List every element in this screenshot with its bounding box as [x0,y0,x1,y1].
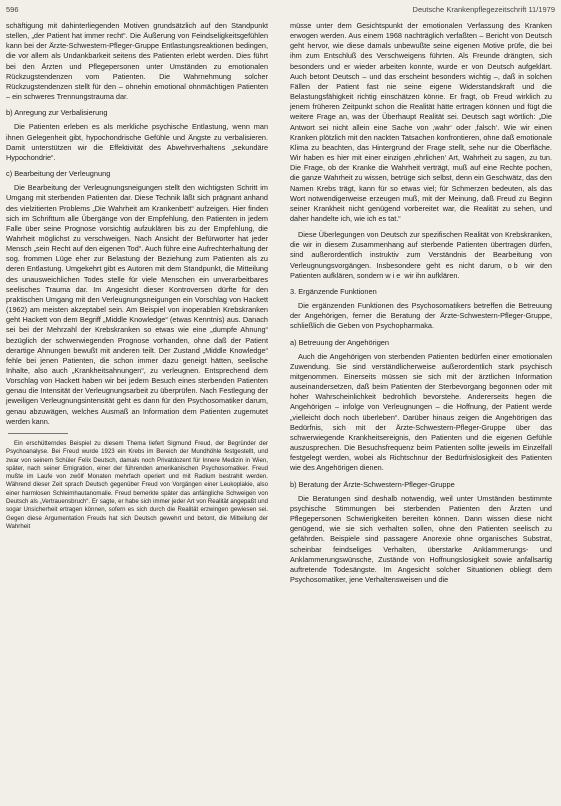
paragraph-deutsch-continued: müsse unter dem Gesichtspunkt der emotionalen Verfassung des Kranken erwogen werden. Aus einem 1968 nachträglich verfaßten – Bericht von Deutsch geht hervor, wie diese damals unbewußte seine eigenen Motive prüfe, die bei ihm zum Entschluß des Verschweigens führten. Als Freunde drängten, sich besonders und er wieder arbeiten konnte, wurde er von Deutsch aufgeklärt. Auch betont Deutsch – und das erscheint besonders wichtig –, daß in solchen Fällen der Patient fast nie seine eigene Widerstandskraft und die Belastungsfähigkeit richtig einschätzen könne. Er fragt, ob Freud wirklich zu jenem früheren Zeitpunkt schon die Realität hätte ertragen können und fügt die weitere Frage an, was der Überhaupt Realität sei. Deutsch sagt wörtlich: „Die Antwort sei nicht allein eine Sache von ‚wahr‘ oder ‚falsch‘. Wie wir einen Kranken plötzlich mit den nackten Tatsachen konfrontieren, ohne daß emotionale Klima zu beachten, das Hintergrund der Frage stellt, sehe nur die Oberfläche. Wir haben es hier mit einer einzigen ‚ehrlichen‘ Art, Wahrheit zu sagen, zu tun. Die Frage, ob der Kranke die Wahrheit verträgt, muß auf eine Rechte pochen, die ganze Wahrheit zu wissen, betrüge sich selbst, denn ein Geschwätz, das den Namen Krebs trägt, kann für so etwas viel; für Schmerzen bedeuten, als das Wort notwendigerweise erzeugen muß, mit der Meinung, daß Freud zu Beginn seiner Krankheit nicht genügend vorbereitet war, die Realität zu sehen, und daher handelte ich, wie ich es tat.“ [290,21,552,223]
ueberlegungen-text-3: wir ihn aufklären. [402,270,460,280]
paragraph-intro: schäftigung mit dahinterliegenden Motiven grundsätzlich auf den Standpunkt stellen, „der Patient hat immer recht“. Die Äußerung von Feindseligkeitsgefühlen kann bei der Ärzte-Schwestern-Pfleger-Gruppe Entlastungsreaktionen bedingen, die vor allem als Undankbarkeit seitens des Patienten erlebt werden. Dies führt bei den Ärzten und Pflegepersonen unter Umständen zu emotionalen Rückzugstendenzen vom Patienten. Die Wahrnehmung solcher Rückzugstendenzen stellt für den – ohnehin emotional ohnmächtigen Patienten – ein schweres Trennungstrauma dar. [6,21,268,102]
left-column [6,21,268,537]
journal-title: Deutsche Krankenpflegezeitschrift 11/1979 [412,5,555,14]
footnote-freud: Ein erschütterndes Beispiel zu diesem Thema liefert Sigmund Freud, der Begründer der Psychoanalyse. Bei Freud wurde 1923 ein Krebs im Bereich der Mundhöhle festgestellt, und zwar von seinem Schüler Felix Deutsch, damals noch Privatdozent für Innere Medizin in Wien, später, nach seiner Emigration, einer der führenden amerikanischen Psychosomatiker. Freud mußte im Laufe von zwölf Monaten mehrfach operiert und mit Radium bestrahlt werden. Während dieser Zeit sprach Deutsch gegenüber Freud von Vorgängen einer Leukoplakie, also einer harmlosen Schleimhautanomalie. Freud bemerkte später das anfängliche Schweigen von Deutsch als „Vertrauensbruch“. Er sagte, er habe sich immer jeder Art von Realität angepaßt und sogar Unsicherheit ertragen können, sofern es sich durch die Realität erzwingen gewiesen sei. Gegen diese Argumentation Freuds hat sich Deutsch gewehrt und betont, die Mitteilung der Wahrheit [6,439,268,530]
emphasis-ob: ob [507,260,520,270]
heading-a-angehoerige: a) Betreuung der Angehörigen [290,337,390,347]
heading-3-ergaenzende-funktionen: 3. Ergänzende Funktionen [290,286,377,296]
right-column [290,21,552,591]
ueberlegungen-text-2: wir den Patienten aufklären, sondern [290,260,552,280]
page-header [6,5,555,17]
heading-b-verbalisierung: b) Anregung zur Verbalisierung [6,108,108,118]
paragraph-ergaenzende-funktionen: Die ergänzenden Funktionen des Psychosomatikers betreffen die Betreuung der Angehörigen, ferner die Beratung der Ärzte-Schwestern-Pfleger-Gruppe, schließlich die Geben von Psychopharmaka. [290,301,552,331]
paragraph-beratung: Die Beratungen sind deshalb notwendig, weil unter Umständen bestimmte psychische Stimmungen bei sterbenden Patienten den Ärzten und Pflegepersonen Schwierigkeiten bereiten können. Dann wissen diese nicht genügend, wie sie sich verhalten sollen, ohne den Patienten seelisch zu gefährden. Beispiele sind passagere Anorexie ohne organisches Substrat, scheinbar feindseliges Verhalten, überstarke Anklammerungs- und Anklammerungswünsche, Zustände von Hoffnungslosigkeit sowie anfallsartig auftretende Todesängste. Im Angesicht solcher Situationen obliegt dem Psychosomatiker, jene Verhaltensweisen und die [290,493,552,584]
emphasis-wie: wie [385,270,403,280]
heading-b-beratung: b) Beratung der Ärzte-Schwestern-Pfleger-Gruppe [290,479,455,489]
paragraph-angehoerige: Auch die Angehörigen von sterbenden Patienten bedürfen einer emotionalen Zuwendung. Sie sind verständlicherweise außerordentlich stark psychisch mitgenommen. Einerseits müssen sie sich mit der ärztlichen Information auseinandersetzen, daß beim Patienten der Sterbevorgang begonnen oder mit hoher Wahrscheinlichkeit bedrohlich bevorstehe. Andererseits hegen die Angehörigen – infolge von Verleugnungen – die Hoffnung, der Patient werde „vielleicht doch noch überleben“. Darüber hinaus zeigen die Angehörigen das Bedürfnis, sich mit der Ärzte-Schwestern-Pfleger-Gruppe über das schwerwiegende Krankheitsereignis, den Patienten und die eigenen Gefühle auszusprechen. Die Besuchsfrequenz beim Patienten sollte jeweils im Einzelfall festgelegt werden, wobei als Richtschnur der Bedürfnislosigkeit des Patienten wie des Angehörigen dienen. [290,351,552,473]
paragraph-ueberlegungen [290,230,552,281]
paragraph-verleugnung: Die Bearbeitung der Verleugnungsneigungen stellt den wichtigsten Schritt im Umgang mit sterbenden Patienten dar. Diese Technik läßt sich prägnant anhand des vielzitierten Problems „Die Wahrheit am Krankenbett“ aufzeigen. Hier finden sich im Schrifttum alle Übergänge von der Empfehlung, den Patienten in jedem Falle über seine Prognose vorsichtig aufzuklären bis zu der Empfehlung, die Wahrheit möglichst zu verschweigen. Nach Ansicht der Befürworter hat jeder Mensch „sein Recht auf den eigenen Tod“. Auch führe eine Aufrechterhaltung der sog. frommen Lüge eher zur Belastung der Beziehung zum Patienten als zu deren Entlastung. Umgekehrt gibt es Autoren mit dem Standpunkt, die Mitteilung des unausweichlichen Todes stelle für viele Menschen ein unverarbeitbares seelisches Trauma dar. Im Angesicht dieser Kontroversen dürfte für den praktischen Umgang mit den Verleugnungsneigungen ein Vorschlag von Hackett (1962) am meisten akzeptabel sein. Am Beispiel von inoperablen Krebskranken geht Hackett von dem Begriff „Middle Knowledge“ (etwas Kenntnis) aus. Danach sei bei der Mehrzahl der Krebskranken so etwas wie eine „dumpfe Ahnung“ bezüglich der schwerwiegenden Prognose vorhanden, ohne daß der Patient derartige Ahnungen bewußt mit anderen teilt. Der Zustand „Middle Knowledge“ fehle bei jenen Patienten, die schon immer dazu geneigt hätten, seelische Inhalte, also auch „Krankheitsahnungen“, zu verleugnen. Entsprechend dem Vorschlag von Hackett haben wir bei jedem Besuch eines sterbenden Patienten genau die Intensität der Verleugnungsarbeit zu überprüfen. Nach Festlegung der jeweiligen Verleugnungsintensität geht es dann für den Psychosomatiker darum, genau abzuwägen, welches Ausmaß an Information dem Patienten zugemutet werden kann. [6,183,268,426]
ueberlegungen-text-1: Diese Überlegungen von Deutsch zur spezifischen Realität von Krebskranken, die wir in diesem Zusammenhang auf sterbende Patienten übertragen dürfen, sind außerordentlich instruktiv zum Verständnis der Bearbeitung von Verleugnungsvorgängen. Insbesondere geht es nicht darum, [290,230,552,270]
heading-c-verleugnung: c) Bearbeitung der Verleugnung [6,169,111,179]
paragraph-verbalisierung: Die Patienten erleben es als merkliche psychische Entlastung, wenn man ihnen Gelegenheit gibt, hypochondrische Gefühle und Ängste zu verbalisieren. Damit unterstützen wir die Effektivität des Abwehrverhaltens „sekundäre Hypochondrie“. [6,122,268,162]
page-number: 596 [6,5,19,14]
footnote-rule [8,433,68,434]
